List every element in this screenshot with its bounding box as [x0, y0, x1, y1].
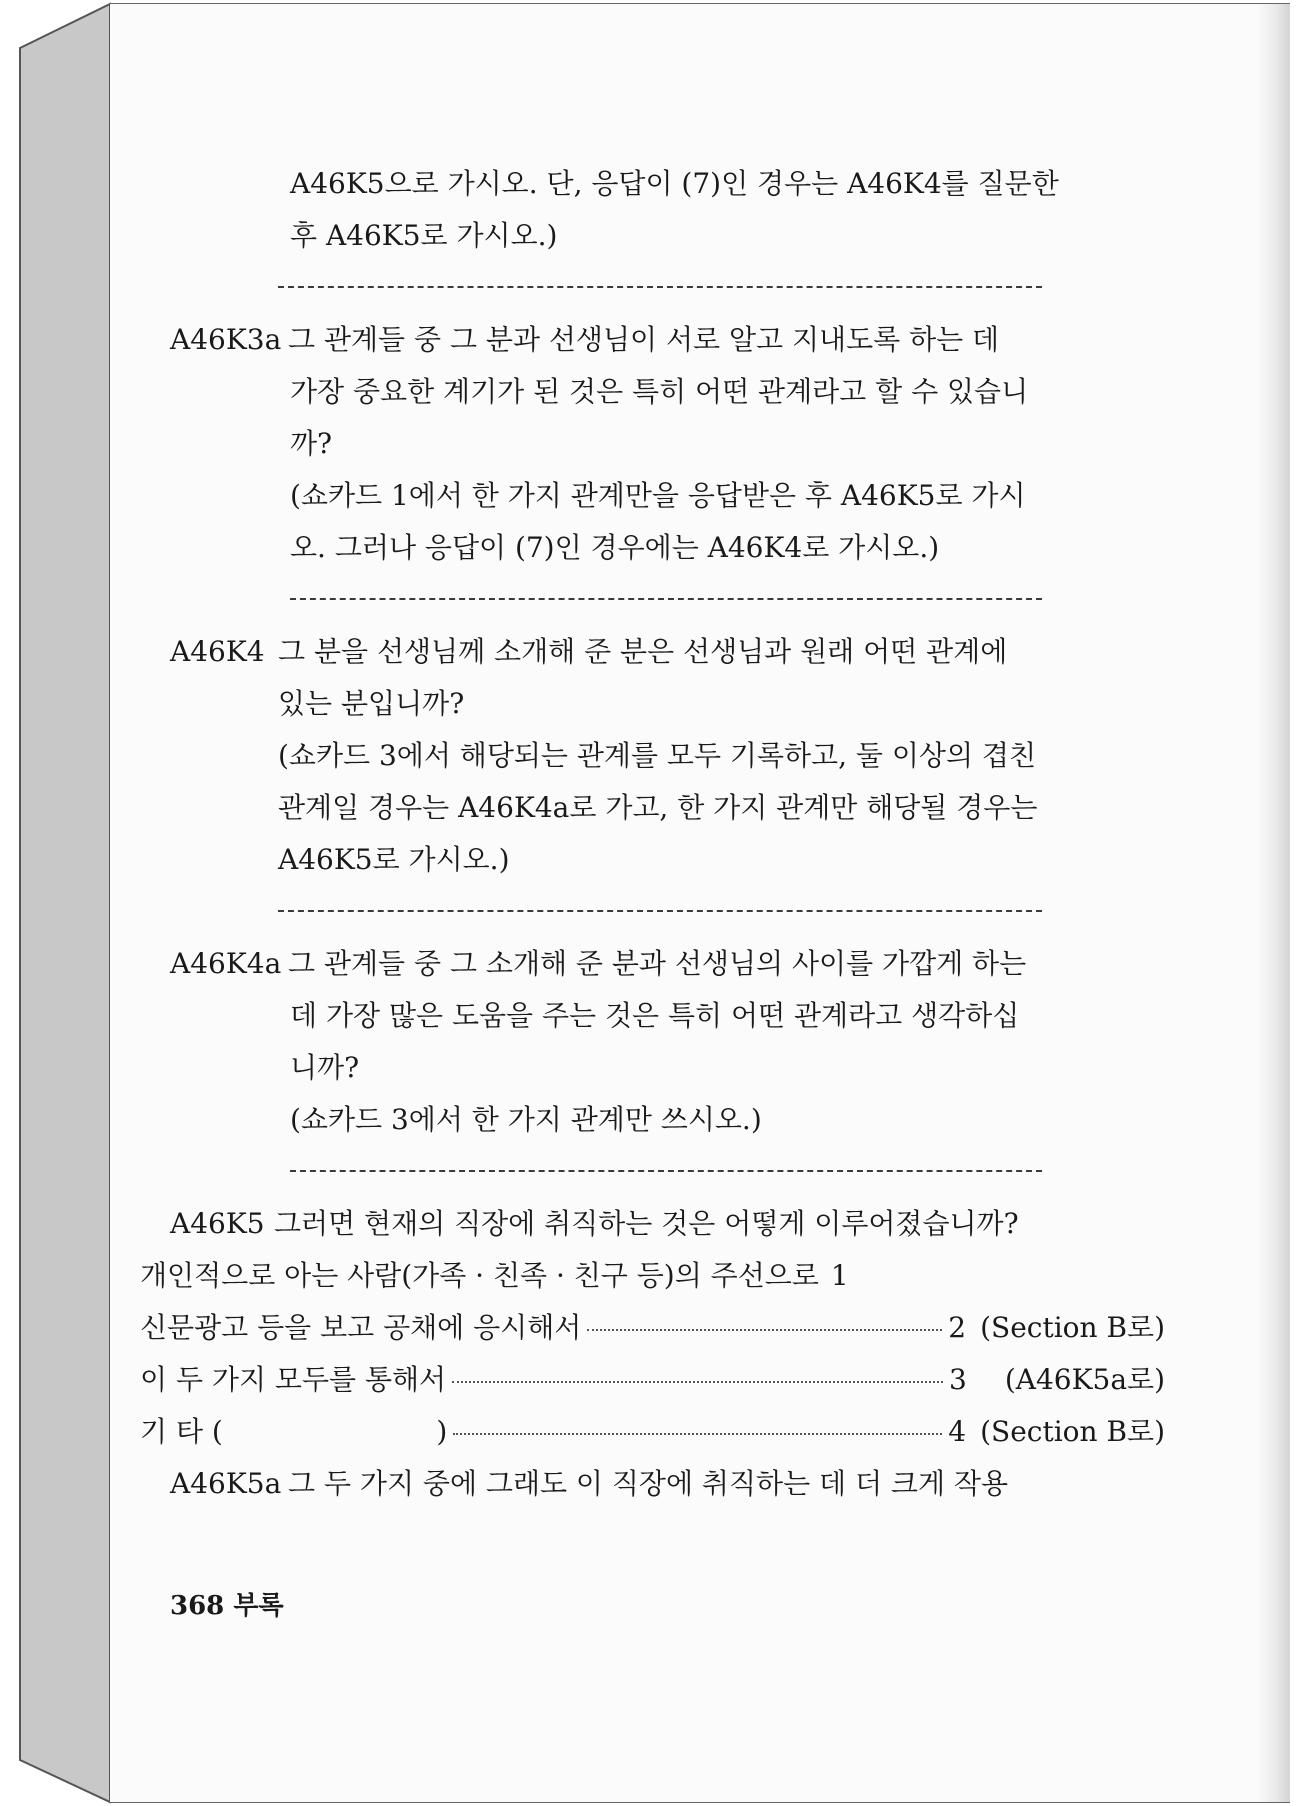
text-line: (쇼카드 3에서 해당되는 관계를 모두 기록하고, 둘 이상의 겹친 [278, 739, 1036, 772]
question-a46k5a [140, 1458, 1180, 1510]
text-line: (쇼카드 3에서 한 가지 관계만 쓰시오.) [290, 1103, 762, 1136]
text-line: 그 분을 선생님께 소개해 준 분은 선생님과 원래 어떤 관계에 [278, 635, 1008, 668]
text-line: 가장 중요한 계기가 된 것은 특히 어떤 관계라고 할 수 있습니 [290, 375, 1029, 408]
dashed-divider [290, 598, 1042, 600]
answer-option [140, 1250, 849, 1302]
page-number: 368 [170, 1591, 225, 1621]
option-number: 1 [830, 1259, 849, 1292]
dot-leader [452, 1381, 943, 1383]
text-line: 그 관계들 중 그 소개해 준 분과 선생님의 사이를 가깝게 하는 [288, 947, 1027, 980]
text-line: A46K5으로 가시오. 단, 응답이 (7)인 경우는 A46K4를 질문한 [290, 167, 1059, 200]
option-skip-target: (A46K5a로) [1004, 1363, 1165, 1396]
question-a46k4 [140, 626, 1180, 678]
option-label: 개인적으로 아는 사람(가족 · 친족 · 친구 등)의 주선으로 [140, 1259, 819, 1292]
option-label: 신문광고 등을 보고 공채에 응시해서 [140, 1311, 582, 1344]
answer-option [140, 1406, 1165, 1458]
question-code: A46K4a [170, 947, 282, 980]
question-a46k5 [140, 1198, 1180, 1250]
question-code: A46K3a [170, 323, 282, 356]
text-line: 오. 그러나 응답이 (7)인 경우에는 A46K4로 가시오.) [290, 531, 940, 564]
answer-option [140, 1302, 1165, 1354]
page-footer [170, 1585, 284, 1622]
text-line: 있는 분입니까? [278, 687, 465, 720]
question-code: A46K5 [170, 1207, 265, 1240]
text-line: 데 가장 많은 도움을 주는 것은 특히 어떤 관계라고 생각하십 [290, 999, 1020, 1032]
option-label: 기 타 ( ) [140, 1415, 448, 1448]
question-a46k4a [140, 938, 1180, 990]
dashed-divider [290, 1170, 1042, 1172]
option-skip-target: (Section B로) [980, 1415, 1165, 1448]
text-line: 관계일 경우는 A46K4a로 가고, 한 가지 관계만 해당될 경우는 [278, 791, 1038, 824]
option-number: 2 [948, 1311, 967, 1344]
dashed-divider [278, 286, 1042, 288]
question-a46k3a [140, 314, 1180, 366]
dot-leader [587, 1329, 942, 1331]
option-skip-target: (Section B로) [980, 1311, 1165, 1344]
text-line: 니까? [290, 1051, 360, 1084]
text-line: 까? [290, 427, 333, 460]
text-line: 그 두 가지 중에 그래도 이 직장에 취직하는 데 더 크게 작용 [288, 1467, 1009, 1500]
text-line: 그 관계들 중 그 분과 선생님이 서로 알고 지내도록 하는 데 [288, 323, 1000, 356]
dashed-divider [278, 910, 1042, 912]
question-code: A46K4 [170, 635, 265, 668]
questionnaire-text [140, 158, 1180, 1510]
answer-option [140, 1354, 1165, 1406]
question-code: A46K5a [170, 1467, 282, 1500]
text-line: A46K5로 가시오.) [278, 843, 510, 876]
text-line: 후 A46K5로 가시오.) [290, 219, 558, 252]
option-number: 4 [948, 1415, 967, 1448]
page-edge-shade [1256, 4, 1290, 1802]
option-number: 3 [949, 1363, 967, 1396]
option-label: 이 두 가지 모두를 통해서 [140, 1363, 447, 1396]
footer-section: 부록 [233, 1591, 284, 1621]
text-line: 그러면 현재의 직장에 취직하는 것은 어떻게 이루어졌습니까? [274, 1207, 1019, 1240]
dot-leader [453, 1433, 942, 1435]
text-line: (쇼카드 1에서 한 가지 관계만을 응답받은 후 A46K5로 가시 [290, 479, 1026, 512]
